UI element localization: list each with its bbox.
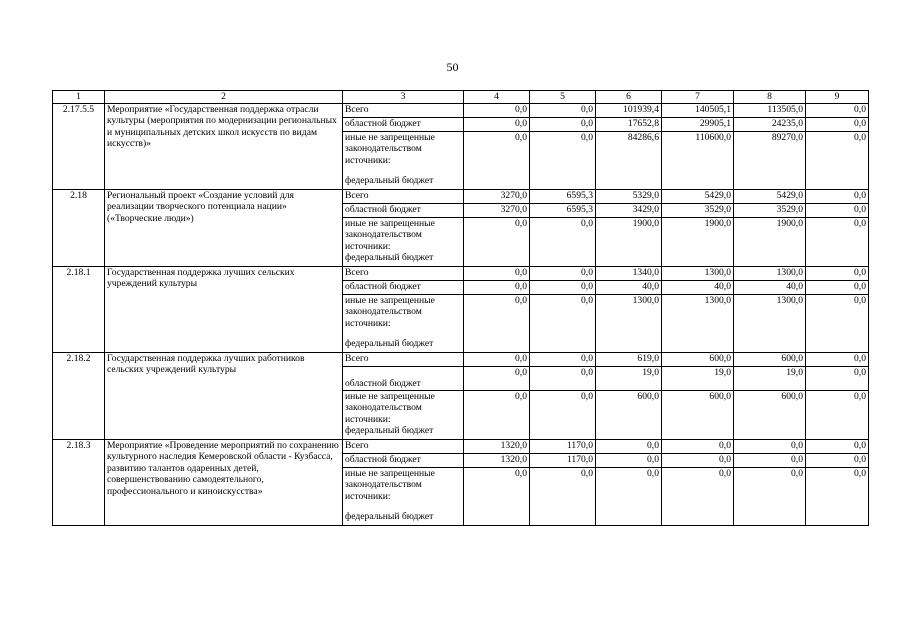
row-name: Мероприятие «Государственная поддержка отрасли культуры (мероприятия по модернизации региональных и муниципальных детских школ искусств по видам искусств)»	[105, 103, 343, 189]
value-cell: 1320,0	[464, 453, 530, 467]
row-code: 2.18.1	[53, 266, 105, 352]
value-cell: 19,0	[596, 366, 662, 390]
header-cell: 8	[734, 91, 806, 104]
value-cell: 0,0	[596, 453, 662, 467]
value-cell: 40,0	[596, 280, 662, 294]
row-code: 2.18.3	[53, 439, 105, 525]
value-cell: 0,0	[464, 352, 530, 366]
row-name: Государственная поддержка лучших сельских учреждений культуры	[105, 266, 343, 352]
source-federal: федеральный бюджет	[343, 425, 464, 439]
value-cell: 0,0	[464, 294, 530, 352]
header-cell: 7	[662, 91, 734, 104]
value-cell: 29905,1	[662, 117, 734, 131]
table-row	[53, 266, 869, 280]
row-code: 2.17.5.5	[53, 103, 105, 189]
header-cell: 4	[464, 91, 530, 104]
source-regional: областной бюджет	[343, 453, 464, 467]
source-federal: федеральный бюджет	[343, 338, 464, 352]
value-cell: 0,0	[806, 352, 869, 366]
value-cell: 19,0	[734, 366, 806, 390]
value-cell: 0,0	[806, 117, 869, 131]
value-cell: 0,0	[806, 203, 869, 217]
value-cell: 600,0	[734, 390, 806, 439]
value-cell: 0,0	[464, 103, 530, 117]
source-other: иные не запрещенные законодательством источники:	[343, 467, 464, 511]
value-cell: 0,0	[464, 117, 530, 131]
value-cell: 1900,0	[662, 217, 734, 266]
header-row	[53, 91, 869, 104]
value-cell: 1300,0	[596, 294, 662, 352]
value-cell: 84286,6	[596, 131, 662, 189]
value-cell: 17652,8	[596, 117, 662, 131]
value-cell: 24235,0	[734, 117, 806, 131]
value-cell: 0,0	[662, 439, 734, 453]
row-name: Мероприятие «Проведение мероприятий по сохранению культурного наследия Кемеровской области - Кузбасса, развитию талантов одаренных детей, совершенствованию самодеятельного, профессионального и киноискусства»	[105, 439, 343, 525]
value-cell: 0,0	[734, 467, 806, 525]
value-cell: 0,0	[530, 117, 596, 131]
value-cell: 113505,0	[734, 103, 806, 117]
value-cell: 0,0	[464, 217, 530, 266]
value-cell: 1170,0	[530, 439, 596, 453]
source-other: иные не запрещенные законодательством источники:	[343, 217, 464, 252]
value-cell: 101939,4	[596, 103, 662, 117]
value-cell: 0,0	[464, 390, 530, 439]
value-cell: 0,0	[530, 390, 596, 439]
value-cell: 5329,0	[596, 189, 662, 203]
value-cell: 0,0	[464, 280, 530, 294]
value-cell: 40,0	[662, 280, 734, 294]
value-cell: 0,0	[596, 467, 662, 525]
header-cell: 5	[530, 91, 596, 104]
source-total: Всего	[343, 189, 464, 203]
value-cell: 0,0	[530, 217, 596, 266]
value-cell: 0,0	[806, 131, 869, 189]
source-regional: областной бюджет	[343, 203, 464, 217]
row-name: Региональный проект «Создание условий для реализации творческого потенциала нации» («Творческие люди»)	[105, 189, 343, 266]
value-cell: 0,0	[662, 467, 734, 525]
source-other: иные не запрещенные законодательством источники:	[343, 294, 464, 338]
value-cell: 5429,0	[734, 189, 806, 203]
source-total: Всего	[343, 266, 464, 280]
value-cell: 0,0	[530, 366, 596, 390]
value-cell: 0,0	[530, 103, 596, 117]
source-federal: федеральный бюджет	[343, 511, 464, 525]
source-total: Всего	[343, 439, 464, 453]
value-cell: 0,0	[806, 390, 869, 439]
value-cell: 0,0	[806, 453, 869, 467]
source-total: Всего	[343, 103, 464, 117]
page-number: 50	[446, 60, 459, 74]
value-cell: 3529,0	[734, 203, 806, 217]
header-cell: 6	[596, 91, 662, 104]
source-regional: областной бюджет	[343, 117, 464, 131]
value-cell: 0,0	[530, 467, 596, 525]
value-cell: 0,0	[530, 266, 596, 280]
table-row	[53, 103, 869, 117]
header-cell: 2	[105, 91, 343, 104]
value-cell: 0,0	[806, 103, 869, 117]
source-regional: областной бюджет	[343, 280, 464, 294]
value-cell: 600,0	[734, 352, 806, 366]
value-cell: 0,0	[806, 366, 869, 390]
value-cell: 0,0	[464, 131, 530, 189]
table-row	[53, 439, 869, 453]
table-row	[53, 352, 869, 366]
value-cell: 40,0	[734, 280, 806, 294]
value-cell: 0,0	[806, 280, 869, 294]
row-name: Государственная поддержка лучших работников сельских учреждений культуры	[105, 352, 343, 439]
header-cell: 9	[806, 91, 869, 104]
source-regional: областной бюджет	[343, 366, 464, 390]
value-cell: 3529,0	[662, 203, 734, 217]
value-cell: 3270,0	[464, 189, 530, 203]
source-federal: федеральный бюджет	[343, 175, 464, 189]
value-cell: 600,0	[662, 390, 734, 439]
value-cell: 1300,0	[734, 266, 806, 280]
value-cell: 1900,0	[734, 217, 806, 266]
table-row	[53, 189, 869, 203]
value-cell: 0,0	[662, 453, 734, 467]
value-cell: 0,0	[806, 266, 869, 280]
value-cell: 0,0	[734, 439, 806, 453]
value-cell: 0,0	[530, 280, 596, 294]
value-cell: 0,0	[806, 467, 869, 525]
value-cell: 0,0	[464, 366, 530, 390]
header-cell: 1	[53, 91, 105, 104]
value-cell: 0,0	[806, 294, 869, 352]
value-cell: 89270,0	[734, 131, 806, 189]
row-code: 2.18.2	[53, 352, 105, 439]
source-other: иные не запрещенные законодательством источники:	[343, 131, 464, 175]
value-cell: 0,0	[806, 439, 869, 453]
value-cell: 5429,0	[662, 189, 734, 203]
value-cell: 1300,0	[734, 294, 806, 352]
source-total: Всего	[343, 352, 464, 366]
value-cell: 1170,0	[530, 453, 596, 467]
value-cell: 140505,1	[662, 103, 734, 117]
value-cell: 1900,0	[596, 217, 662, 266]
value-cell: 6595,3	[530, 189, 596, 203]
value-cell: 19,0	[662, 366, 734, 390]
value-cell: 1300,0	[662, 266, 734, 280]
value-cell: 619,0	[596, 352, 662, 366]
value-cell: 110600,0	[662, 131, 734, 189]
value-cell: 600,0	[662, 352, 734, 366]
value-cell: 0,0	[464, 266, 530, 280]
value-cell: 1320,0	[464, 439, 530, 453]
source-other: иные не запрещенные законодательством источники:	[343, 390, 464, 425]
value-cell: 0,0	[464, 467, 530, 525]
value-cell: 3429,0	[596, 203, 662, 217]
value-cell: 6595,3	[530, 203, 596, 217]
value-cell: 3270,0	[464, 203, 530, 217]
value-cell: 0,0	[530, 131, 596, 189]
budget-table	[52, 90, 869, 526]
value-cell: 0,0	[530, 294, 596, 352]
value-cell: 1340,0	[596, 266, 662, 280]
value-cell: 1300,0	[662, 294, 734, 352]
header-cell: 3	[343, 91, 464, 104]
value-cell: 0,0	[734, 453, 806, 467]
value-cell: 0,0	[530, 352, 596, 366]
value-cell: 0,0	[806, 217, 869, 266]
value-cell: 0,0	[806, 189, 869, 203]
source-federal: федеральный бюджет	[343, 252, 464, 266]
value-cell: 0,0	[596, 439, 662, 453]
row-code: 2.18	[53, 189, 105, 266]
value-cell: 600,0	[596, 390, 662, 439]
